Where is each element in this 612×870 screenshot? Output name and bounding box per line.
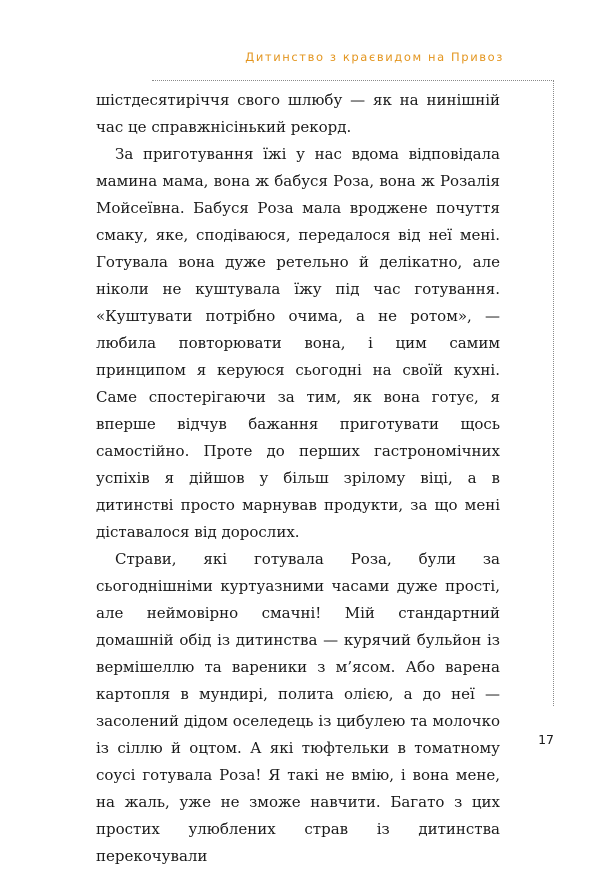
header-rule [152,80,554,81]
running-head: Дитинство з краєвидом на Привоз [245,50,504,64]
page-number: 17 [538,732,554,747]
paragraph-2: За приготування їжі у нас вдома відповідала мамина мама, вона ж бабуся Роза, вона ж Розалія Мойсеївна. Бабуся Роза мала вроджене почуття смаку, яке, сподіваюся, передалося від неї мені. Готувала вона дуже ретельно й делікатно, але ніколи не куштувала їжу під час готування. «Куштувати потрібно очима, а не ротом», — любила повторювати вона, і цим самим принципом я керуюся сьогодні на своїй кухні. Саме спостерігаючи за тим, як вона готує, я вперше відчув бажання приготувати щось самостійно. Проте до перших гастрономічних успіхів я дійшов у більш зрілому віці, а в дитинстві просто марнував продукти, за що мені діставалося від дорослих. [96,145,500,541]
paragraph-1: шістдесятиріччя свого шлюбу — як на нинішній час це справжнісінький рекорд. [96,91,500,136]
paragraph-3: Страви, які готувала Роза, були за сьогоднішніми куртуазними часами дуже прості, але неймовірно смачні! Мій стандартний домашній обід із дитинства — курячий бульйон із вермішеллю та вареники з м’ясом. Або варена картопля в мундирі, полита олією, а до неї — засолений дідом оселедець із цибулею та молочко із сіллю й оцтом. А які тюфтельки в томатному соусі готувала Роза! Я такі не вмію, і вона мене, на жаль, уже не зможе навчити. Багато з цих простих улюблених страв із дитинства перекочували [96,550,500,865]
margin-rule [553,80,554,706]
body-text [96,87,500,870]
